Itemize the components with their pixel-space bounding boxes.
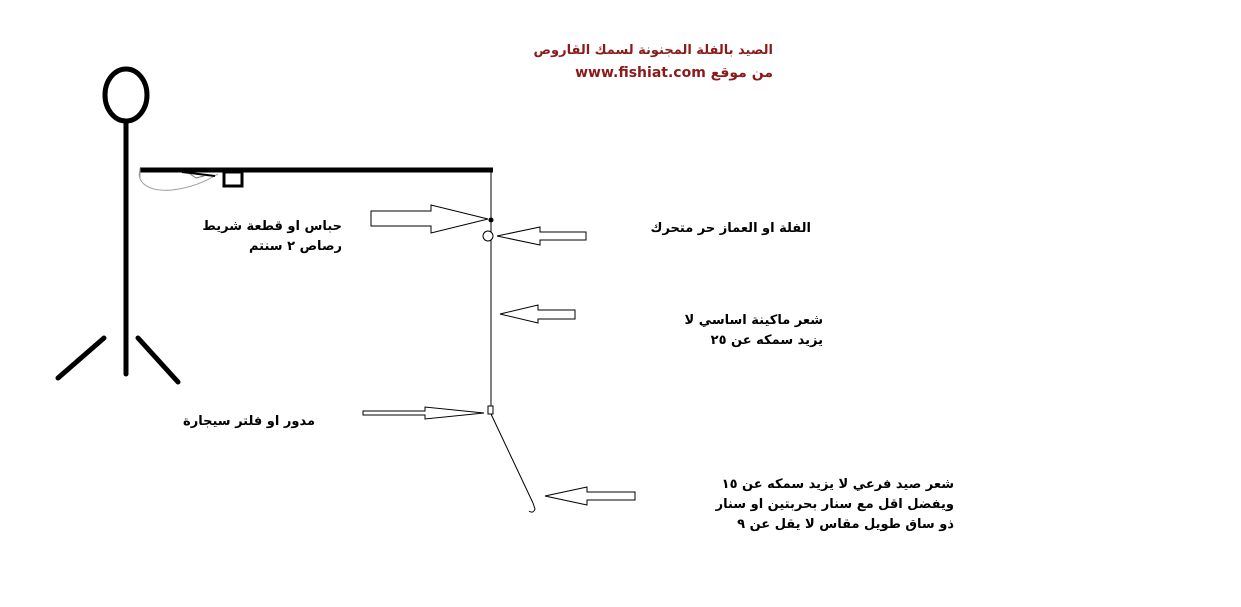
figure-head (105, 69, 147, 121)
label-leader-line-3: ذو ساق طويل مقاس لا يقل عن ٩ (737, 517, 954, 532)
label-float-line-1: الفلة او العماز حر متحرك (650, 221, 811, 236)
diagram-title (534, 40, 773, 84)
title-line-1: الصيد بالفلة المجنونة لسمك القاروص (533, 43, 773, 58)
float-arrow (497, 227, 586, 245)
stick-figure (58, 69, 178, 382)
label-main-line (684, 311, 823, 351)
sinker (489, 218, 493, 222)
label-sinker (202, 217, 342, 257)
fishing-rod (139, 168, 493, 190)
hook-arrow (545, 487, 635, 505)
title-line-2: من موقع www.fishiat.com (575, 65, 773, 81)
sinker-arrow (371, 205, 488, 233)
arrows (363, 205, 635, 505)
label-main-line-line-2: يزيد سمكه عن ٢٥ (710, 333, 823, 348)
label-leader-line-1: شعر صيد فرعي لا يزيد سمكه عن ١٥ (721, 477, 954, 492)
label-main-line-line-1: شعر ماكينة اساسي لا (684, 313, 823, 328)
rod-handle-curve (139, 170, 218, 190)
swivel (488, 406, 493, 414)
hook (529, 503, 535, 512)
float (483, 231, 493, 241)
leader-line (491, 414, 535, 512)
label-sinker-line-1: حباس او قطعة شريط (202, 219, 342, 234)
main-line-arrow (500, 305, 575, 323)
label-swivel-line-1: مدور او فلتر سيجارة (183, 414, 315, 429)
label-float (651, 219, 811, 239)
swivel-arrow (363, 407, 484, 419)
figure-left-leg (58, 338, 104, 378)
label-swivel (183, 412, 315, 432)
reel (224, 172, 242, 186)
label-leader-line-2: ويفضل اقل مع سنار بحربتين او سنار (715, 497, 954, 512)
label-sinker-line-2: رصاص ٢ سنتم (248, 239, 342, 254)
figure-right-leg (138, 338, 178, 382)
main-line (483, 172, 493, 414)
label-leader (716, 475, 954, 535)
